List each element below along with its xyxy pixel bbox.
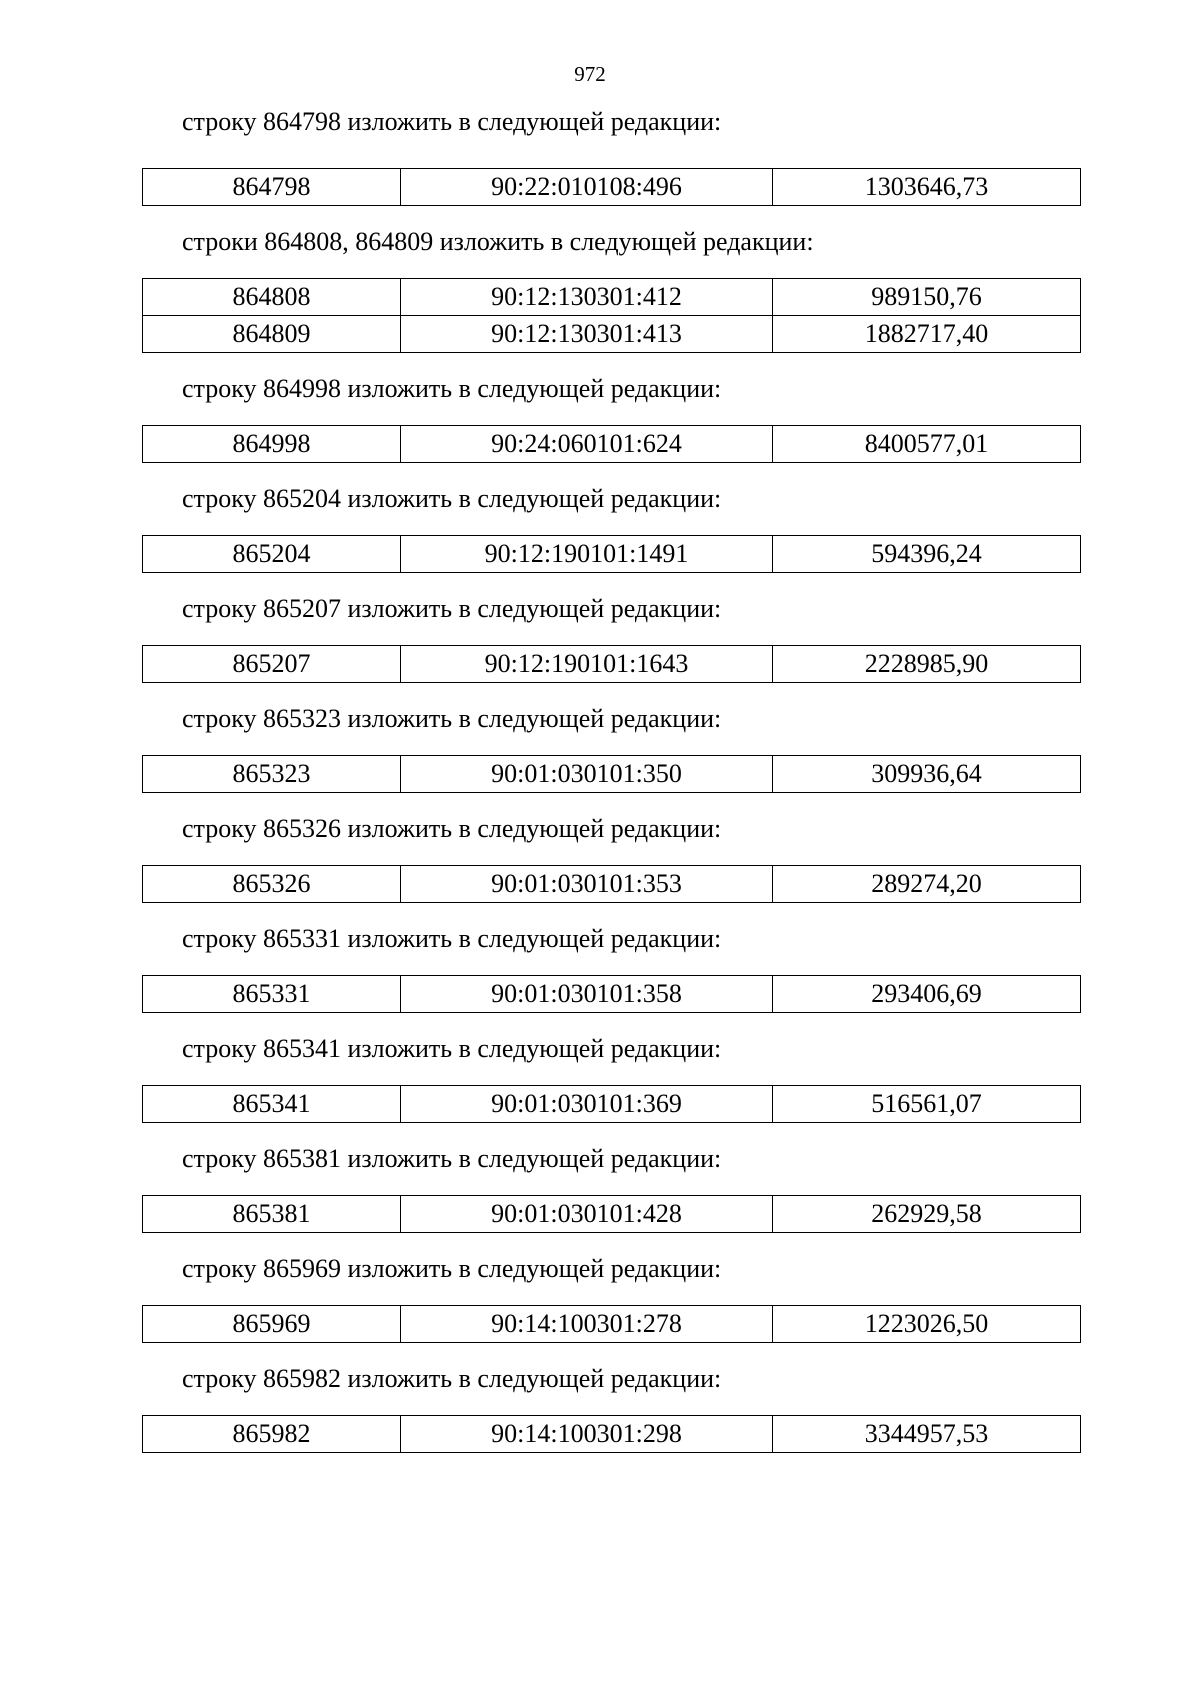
row-number-cell: 865381 [143, 1196, 401, 1233]
amendment-table [142, 425, 1081, 463]
table-row [143, 756, 1081, 793]
value-cell: 989150,76 [773, 279, 1081, 316]
value-cell: 1882717,40 [773, 316, 1081, 353]
row-number-cell: 865326 [143, 866, 401, 903]
amendment-instruction: строку 864998 изложить в следующей редакции: [182, 374, 722, 403]
amendment-block [142, 373, 1080, 463]
amendment-block [142, 1363, 1080, 1453]
amendment-instruction: строку 865381 изложить в следующей редакции: [182, 1144, 722, 1173]
page-number: 972 [574, 62, 606, 86]
amendment-table [142, 1305, 1081, 1343]
row-number-cell: 865341 [143, 1086, 401, 1123]
table-row [143, 316, 1081, 353]
amendment-block [142, 923, 1080, 1013]
amendment-block [142, 1033, 1080, 1123]
table-row [143, 1086, 1081, 1123]
table-row [143, 976, 1081, 1013]
cadastral-number-cell: 90:12:130301:412 [401, 279, 773, 316]
amendment-table [142, 1085, 1081, 1123]
amendment-table [142, 535, 1081, 573]
cadastral-number-cell: 90:01:030101:353 [401, 866, 773, 903]
amendment-table [142, 1415, 1081, 1453]
row-number-cell: 864798 [143, 169, 401, 206]
cadastral-number-cell: 90:22:010108:496 [401, 169, 773, 206]
amendment-block [142, 226, 1080, 353]
amendment-instruction: строку 865969 изложить в следующей редакции: [182, 1254, 722, 1283]
amendment-instruction: строку 865323 изложить в следующей редакции: [182, 704, 722, 733]
amendment-block [142, 813, 1080, 903]
row-number-cell: 865982 [143, 1416, 401, 1453]
row-number-cell: 864809 [143, 316, 401, 353]
row-number-cell: 864808 [143, 279, 401, 316]
amendment-instruction: строку 865207 изложить в следующей редакции: [182, 594, 722, 623]
amendment-block [142, 483, 1080, 573]
cadastral-number-cell: 90:01:030101:428 [401, 1196, 773, 1233]
cadastral-number-cell: 90:01:030101:369 [401, 1086, 773, 1123]
value-cell: 2228985,90 [773, 646, 1081, 683]
row-number-cell: 864998 [143, 426, 401, 463]
cadastral-number-cell: 90:14:100301:298 [401, 1416, 773, 1453]
amendment-table [142, 168, 1081, 206]
amendment-instruction: строку 865326 изложить в следующей редакции: [182, 814, 722, 843]
row-number-cell: 865323 [143, 756, 401, 793]
table-row [143, 169, 1081, 206]
amendment-table [142, 975, 1081, 1013]
amendment-instruction: строку 865204 изложить в следующей редакции: [182, 484, 722, 513]
row-number-cell: 865204 [143, 536, 401, 573]
value-cell: 293406,69 [773, 976, 1081, 1013]
cadastral-number-cell: 90:12:190101:1643 [401, 646, 773, 683]
amendment-block [142, 1143, 1080, 1233]
value-cell: 1223026,50 [773, 1306, 1081, 1343]
row-number-cell: 865969 [143, 1306, 401, 1343]
value-cell: 309936,64 [773, 756, 1081, 793]
value-cell: 3344957,53 [773, 1416, 1081, 1453]
amendment-instruction: строки 864808, 864809 изложить в следующей редакции: [182, 227, 814, 256]
value-cell: 289274,20 [773, 866, 1081, 903]
value-cell: 516561,07 [773, 1086, 1081, 1123]
row-number-cell: 865331 [143, 976, 401, 1013]
amendment-block [142, 106, 1080, 206]
value-cell: 262929,58 [773, 1196, 1081, 1233]
table-row [143, 1416, 1081, 1453]
value-cell: 1303646,73 [773, 169, 1081, 206]
value-cell: 8400577,01 [773, 426, 1081, 463]
cadastral-number-cell: 90:14:100301:278 [401, 1306, 773, 1343]
amendment-instruction: строку 865341 изложить в следующей редакции: [182, 1034, 722, 1063]
amendment-table [142, 755, 1081, 793]
row-number-cell: 865207 [143, 646, 401, 683]
amendment-instruction: строку 864798 изложить в следующей редакции: [182, 107, 722, 136]
table-row [143, 866, 1081, 903]
cadastral-number-cell: 90:24:060101:624 [401, 426, 773, 463]
cadastral-number-cell: 90:01:030101:358 [401, 976, 773, 1013]
cadastral-number-cell: 90:12:190101:1491 [401, 536, 773, 573]
amendment-block [142, 593, 1080, 683]
table-row [143, 1306, 1081, 1343]
value-cell: 594396,24 [773, 536, 1081, 573]
table-row [143, 646, 1081, 683]
amendment-block [142, 703, 1080, 793]
amendment-table [142, 1195, 1081, 1233]
amendment-table [142, 645, 1081, 683]
amendment-instruction: строку 865982 изложить в следующей редакции: [182, 1364, 722, 1393]
cadastral-number-cell: 90:12:130301:413 [401, 316, 773, 353]
amendment-table [142, 865, 1081, 903]
table-row [143, 279, 1081, 316]
table-row [143, 426, 1081, 463]
amendment-instruction: строку 865331 изложить в следующей редакции: [182, 924, 722, 953]
table-row [143, 536, 1081, 573]
amendment-block [142, 1253, 1080, 1343]
cadastral-number-cell: 90:01:030101:350 [401, 756, 773, 793]
amendments-list [142, 106, 1080, 1473]
table-row [143, 1196, 1081, 1233]
amendment-table [142, 278, 1081, 353]
